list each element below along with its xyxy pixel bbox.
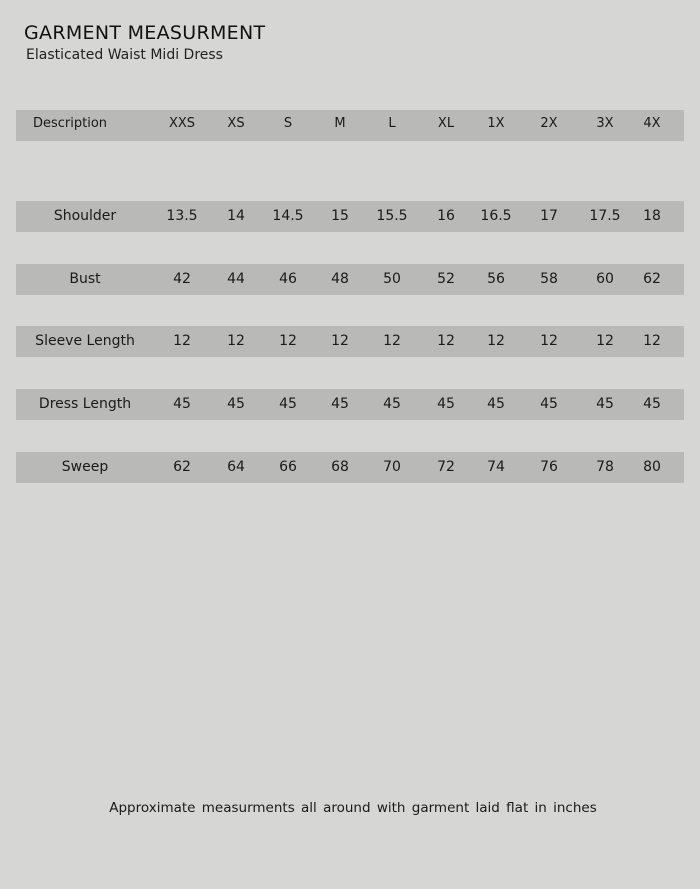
table-row-dress-length — [16, 389, 684, 420]
size-header: XS — [227, 116, 245, 131]
table-cell: 45 — [540, 396, 558, 412]
table-cell: 16 — [437, 208, 455, 224]
table-cell: 12 — [279, 333, 297, 349]
size-header: XL — [437, 116, 455, 131]
table-cell: 45 — [279, 396, 297, 412]
size-header: 2X — [540, 116, 558, 131]
row-label: Sleeve Length — [35, 333, 135, 349]
table-cell: 18 — [643, 208, 661, 224]
table-cell: 14.5 — [272, 208, 304, 224]
size-header: 3X — [596, 116, 614, 131]
table-cell: 46 — [279, 271, 297, 287]
table-cell: 12 — [331, 333, 349, 349]
table-cell: 16.5 — [480, 208, 512, 224]
table-cell: 76 — [540, 459, 558, 475]
table-cell: 72 — [437, 459, 455, 475]
table-cell: 12 — [173, 333, 191, 349]
size-header: M — [334, 116, 346, 131]
size-header: 1X — [487, 116, 505, 131]
table-cell: 68 — [331, 459, 349, 475]
table-cell: 50 — [383, 271, 401, 287]
row-label: Bust — [69, 271, 101, 287]
header-description: Description — [32, 116, 108, 131]
table-cell: 56 — [487, 271, 505, 287]
table-cell: 12 — [487, 333, 505, 349]
table-cell: 80 — [643, 459, 661, 475]
table-cell: 58 — [540, 271, 558, 287]
table-cell: 48 — [331, 271, 349, 287]
table-row-bust — [16, 264, 684, 295]
table-header-row — [16, 110, 684, 141]
product-name: Elasticated Waist Midi Dress — [26, 47, 223, 63]
table-cell: 45 — [487, 396, 505, 412]
table-cell: 45 — [383, 396, 401, 412]
table-cell: 12 — [643, 333, 661, 349]
table-cell: 45 — [437, 396, 455, 412]
table-cell: 44 — [227, 271, 245, 287]
table-cell: 62 — [173, 459, 191, 475]
table-row-shoulder — [16, 201, 684, 232]
table-cell: 52 — [437, 271, 455, 287]
table-cell: 66 — [279, 459, 297, 475]
footnote: Approximate measurments all around with garment laid flat in inches — [109, 799, 597, 816]
table-cell: 12 — [227, 333, 245, 349]
table-row-sweep — [16, 452, 684, 483]
table-cell: 15 — [331, 208, 349, 224]
row-label: Shoulder — [53, 208, 117, 224]
size-header: XXS — [168, 116, 196, 131]
size-header: S — [283, 116, 293, 131]
table-cell: 45 — [596, 396, 614, 412]
table-cell: 14 — [227, 208, 245, 224]
table-cell: 45 — [173, 396, 191, 412]
table-cell: 15.5 — [376, 208, 408, 224]
table-cell: 12 — [596, 333, 614, 349]
table-cell: 17 — [540, 208, 558, 224]
row-label: Dress Length — [38, 396, 132, 412]
table-cell: 64 — [227, 459, 245, 475]
table-cell: 78 — [596, 459, 614, 475]
page-title: GARMENT MEASURMENT — [24, 22, 266, 44]
table-cell: 62 — [643, 271, 661, 287]
table-cell: 74 — [487, 459, 505, 475]
table-cell: 12 — [540, 333, 558, 349]
size-header: L — [388, 116, 396, 131]
table-cell: 45 — [643, 396, 661, 412]
table-cell: 45 — [227, 396, 245, 412]
table-cell: 60 — [596, 271, 614, 287]
table-cell: 42 — [173, 271, 191, 287]
table-cell: 13.5 — [166, 208, 198, 224]
row-label: Sweep — [61, 459, 109, 475]
size-header: 4X — [643, 116, 661, 131]
table-cell: 12 — [383, 333, 401, 349]
table-row-sleeve-length — [16, 326, 684, 357]
table-cell: 12 — [437, 333, 455, 349]
table-cell: 45 — [331, 396, 349, 412]
table-cell: 17.5 — [589, 208, 621, 224]
table-cell: 70 — [383, 459, 401, 475]
